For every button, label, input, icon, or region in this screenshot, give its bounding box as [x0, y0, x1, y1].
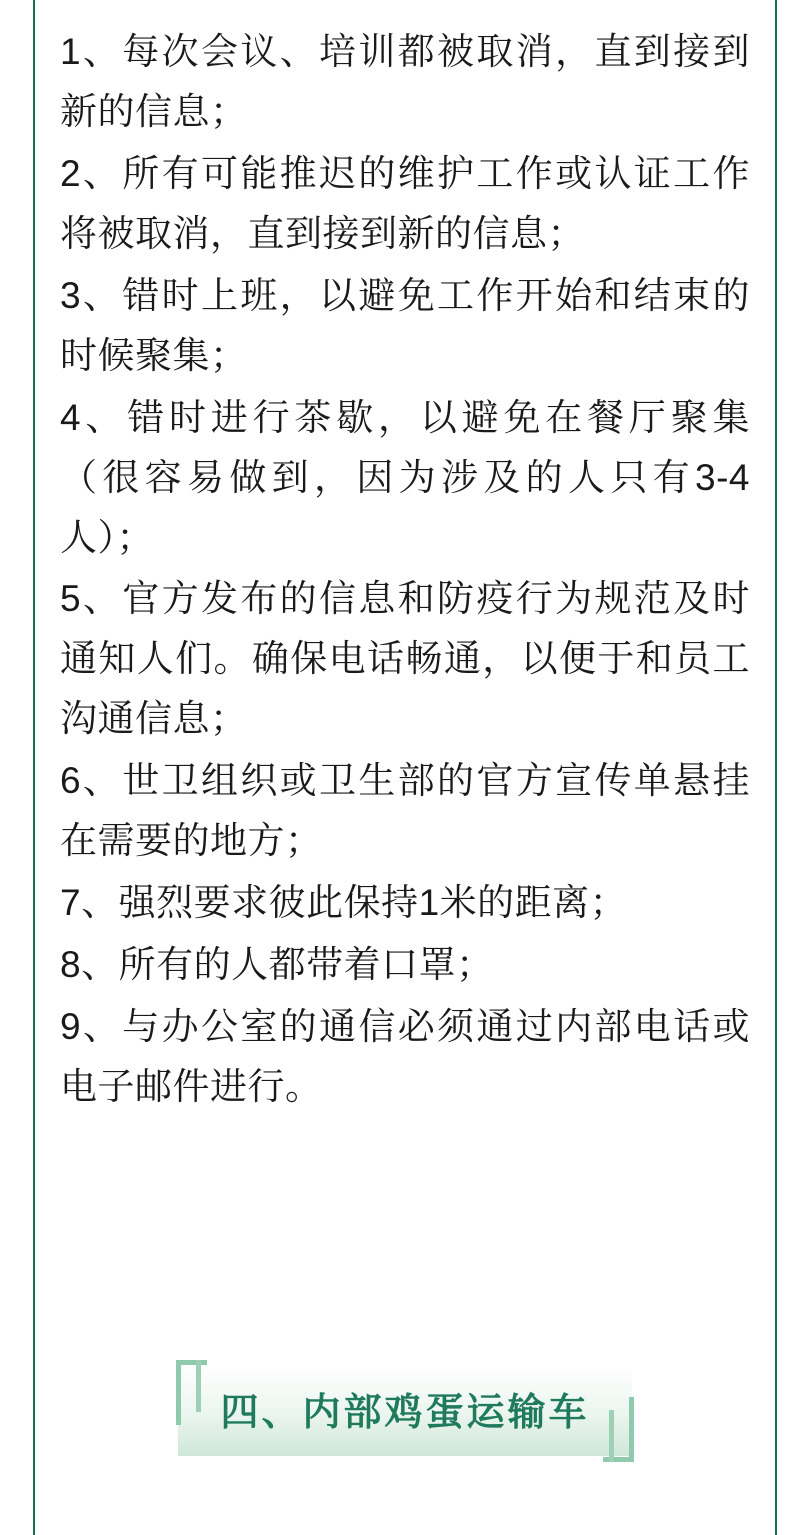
- body-text-block: [60, 22, 750, 1119]
- section-banner: [170, 1352, 640, 1464]
- banner-corner-bottom-right: [603, 1397, 634, 1462]
- section-title: 四、内部鸡蛋运输车: [220, 1391, 590, 1434]
- paragraph-item: 1、每次会议、培训都被取消，直到接到新的信息；: [60, 31, 750, 132]
- right-vertical-rule: [775, 0, 777, 1535]
- banner-tick-left: [196, 1360, 201, 1412]
- paragraph-item: 8、所有的人都带着口罩；: [60, 944, 494, 986]
- paragraph-item: 7、强烈要求彼此保持1米的距离；: [60, 882, 628, 924]
- section-banner-container: [0, 1352, 810, 1464]
- banner-corner-top-left: [176, 1360, 207, 1425]
- paragraph-item: 9、与办公室的通信必须通过内部电话或电子邮件进行。: [60, 1006, 750, 1107]
- paragraph-item: 6、世卫组织或卫生部的官方宣传单悬挂在需要的地方；: [60, 760, 750, 862]
- paragraph-item: 2、所有可能推迟的维护工作或认证工作将被取消，直到接到新的信息；: [60, 152, 750, 254]
- paragraph-item: 5、官方发布的信息和防疫行为规范及时通知人们。确保电话畅通，以便于和员工沟通信息；: [60, 578, 750, 740]
- paragraph-item: 3、错时上班，以避免工作开始和结束的时候聚集；: [60, 274, 750, 376]
- banner-tick-right: [609, 1410, 614, 1462]
- left-vertical-rule: [33, 0, 35, 1535]
- paragraph-item: 4、错时进行茶歇，以避免在餐厅聚集（很容易做到，因为涉及的人只有3-4人）；: [60, 396, 750, 558]
